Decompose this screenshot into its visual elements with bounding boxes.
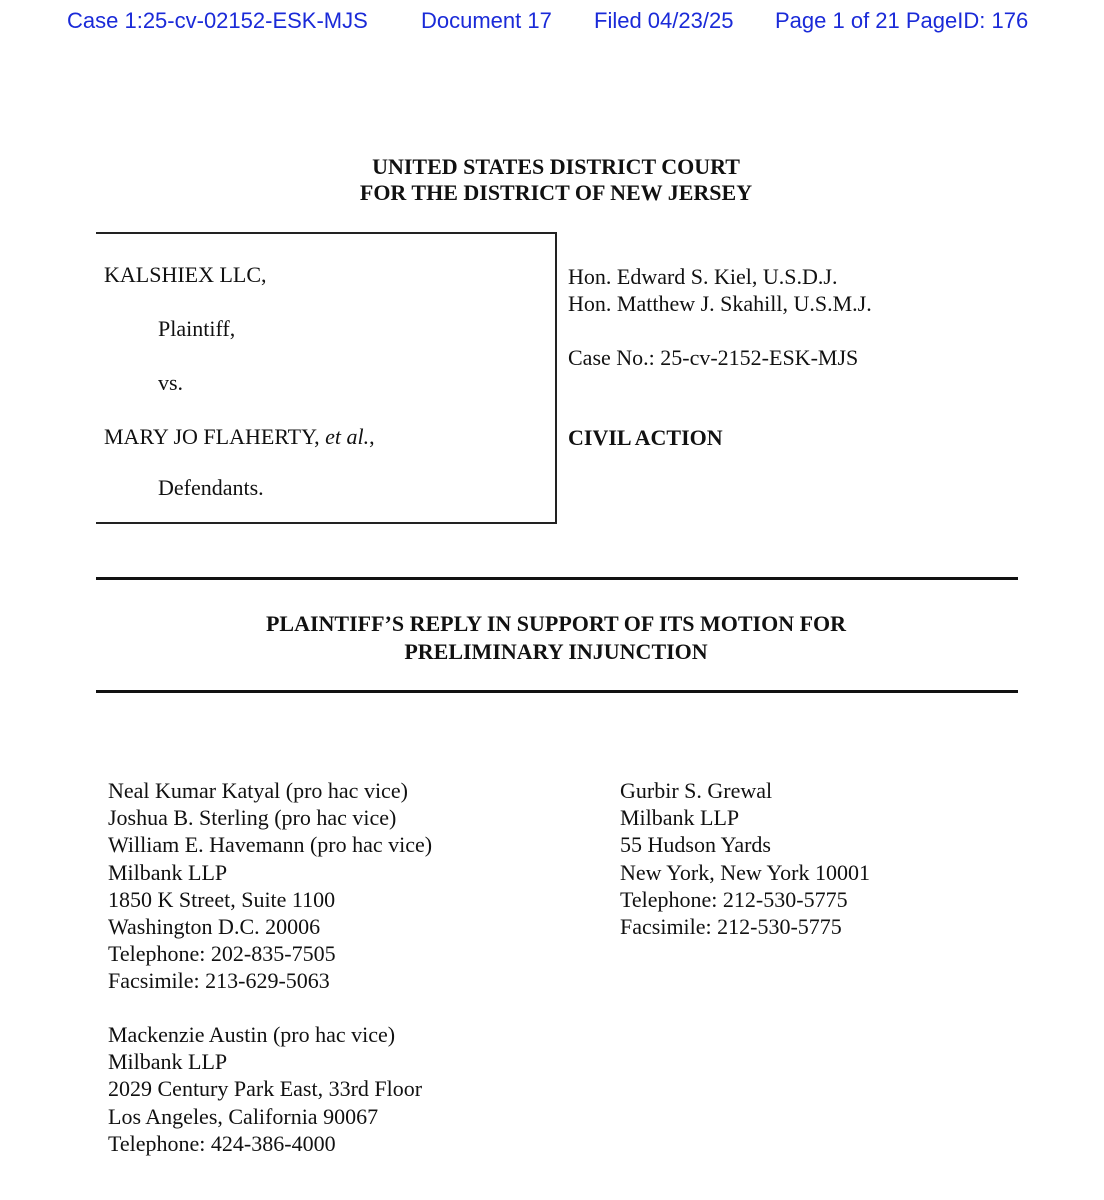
counsel-line: Telephone: 212-530-5775 [620,886,848,912]
plaintiff-name: KALSHIEX LLC, [104,262,267,287]
counsel-line: New York, New York 10001 [620,859,870,885]
counsel-line: Gurbir S. Grewal [620,778,773,803]
counsel-block-los-angeles [108,1021,422,1157]
ecf-header [0,8,1104,40]
defendant-name-text: MARY JO FLAHERTY, [104,424,326,449]
counsel-line: Milbank LLP [620,805,740,831]
counsel-line: 2029 Century Park East, 33rd Floor [108,1076,423,1102]
header-document-number: Document 17 [421,8,552,33]
document-title-line-1: PLAINTIFF’S REPLY IN SUPPORT OF ITS MOTION FOR [265,611,847,636]
counsel-block-washington [108,777,432,995]
civil-action-label: CIVIL ACTION [568,425,723,450]
counsel-line: Washington D.C. 20006 [108,913,321,939]
document-title [0,610,1104,666]
counsel-line: Telephone: 202-835-7505 [108,941,336,967]
counsel-line: Neal Kumar Katyal (pro hac vice) [108,778,408,803]
title-rule-bottom [96,690,1018,693]
counsel-line: Facsimile: 212-530-5775 [620,913,842,939]
counsel-line: Milbank LLP [108,859,228,885]
judge-name: Hon. Edward S. Kiel, U.S.D.J. [568,264,838,289]
counsel-block-new-york [620,777,870,940]
counsel-line: 55 Hudson Yards [620,832,771,858]
counsel-line: Milbank LLP [108,1049,228,1075]
header-filed-date: Filed 04/23/25 [594,8,734,33]
counsel-line: Facsimile: 213-629-5063 [108,968,330,994]
counsel-line: 1850 K Street, Suite 1100 [108,886,336,912]
counsel-line: William E. Havemann (pro hac vice) [108,832,433,858]
plaintiff-role: Plaintiff, [158,316,236,341]
header-case-number: Case 1:25-cv-02152-ESK-MJS [67,8,368,33]
court-line-2: FOR THE DISTRICT OF NEW JERSEY [359,180,753,205]
header-page-info: Page 1 of 21 PageID: 176 [775,8,1029,33]
counsel-line: Los Angeles, California 90067 [108,1103,379,1129]
defendant-role: Defendants. [158,475,264,500]
defendant-comma: , [369,424,375,449]
document-title-line-2: PRELIMINARY INJUNCTION [404,639,708,664]
title-rule-top [96,577,1018,580]
versus-label: vs. [158,370,184,395]
counsel-line: Telephone: 424-386-4000 [108,1130,336,1156]
court-heading [0,154,1104,206]
case-number: Case No.: 25-cv-2152-ESK-MJS [568,345,859,370]
defendant-et-al: et al. [325,424,370,449]
court-line-1: UNITED STATES DISTRICT COURT [372,154,740,179]
defendant-name [104,424,375,450]
counsel-line: Mackenzie Austin (pro hac vice) [108,1022,396,1047]
counsel-line: Joshua B. Sterling (pro hac vice) [108,805,397,831]
magistrate-name: Hon. Matthew J. Skahill, U.S.M.J. [568,291,872,316]
